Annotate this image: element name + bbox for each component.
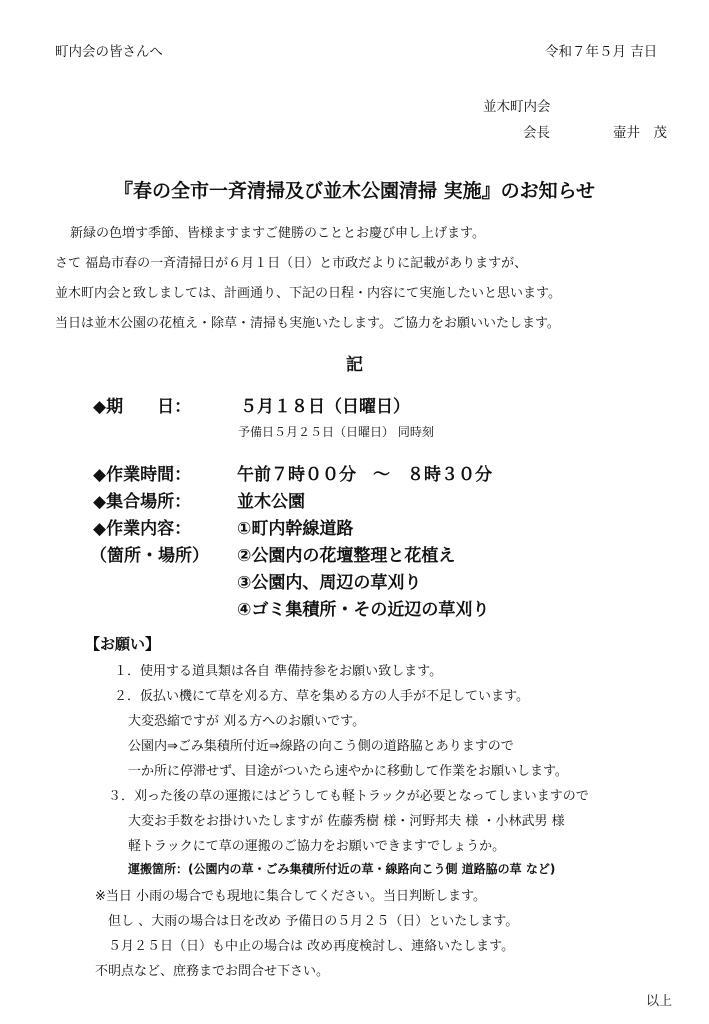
request-line: 一か所に停滞せず、目途がついたら速やかに移動して作業をお願いします。 [128, 764, 568, 779]
president-role: 会長 [523, 125, 550, 141]
note-line: 但し 、大雨の場合は日を改め 予備日の５月２５（日）といたします。 [108, 914, 519, 929]
transport-location: 運搬箇所：(公園内の草・ごみ集積所付近の草・線路向こう側 道路脇の草 など) [128, 862, 556, 876]
request-line: 大変恐縮ですが 刈る方へのお願いです。 [128, 714, 366, 729]
time-value: 午前７時００分 ～ ８時３０分 [237, 465, 492, 485]
request-line: ２．仮払い機にて草を刈る方、草を集める方の人手が不足しています。 [114, 689, 529, 704]
intro-line: 並木町内会と致しましては、計画通り、下記の日程・内容にて実施したいと思います。 [55, 286, 561, 301]
document-date: 令和７年５月 吉日 [545, 44, 658, 60]
work-sub-label: （箇所・場所） [90, 546, 209, 566]
time-label: ◆作業時間： [93, 465, 192, 485]
work-item: ④ゴミ集積所・その近辺の草刈り [237, 600, 490, 620]
request-line: 公園内⇒ごみ集積所付近⇒線路の向こう側の道路脇とありますので [128, 739, 514, 754]
intro-line: 新緑の色増す季節、皆様ますますご健勝のこととお慶び申し上げます。 [70, 226, 485, 241]
reserve-date: 予備日５月２５日（日曜日） 同時刻 [238, 425, 434, 439]
intro-line: 当日は並木公園の花植え・除草・清掃も実施いたします。ご協力をお願いいたします。 [55, 316, 560, 331]
work-item: ③公園内、周辺の草刈り [237, 573, 422, 593]
work-item: ②公園内の花壇整理と花植え [237, 546, 456, 566]
request-line: ３．刈った後の草の運搬にはどうしても軽トラックが必要となってしまいますので [108, 789, 589, 804]
ki-heading: 記 [346, 355, 363, 375]
work-label: ◆作業内容： [93, 519, 192, 539]
place-value: 並木公園 [237, 492, 305, 512]
closing-text: 以上 [646, 994, 673, 1009]
organization-name: 並木町内会 [483, 99, 551, 115]
intro-line: さて 福島市春の一斉清掃日が６月１日（日）と市政だよりに記載がありますが、 [55, 256, 528, 271]
request-line: 軽トラックにて草の運搬のご協力をお願いできますでしょうか。 [128, 839, 506, 854]
page-title: 『春の全市一斉清掃及び並木公園清掃 実施』のお知らせ [113, 180, 596, 202]
work-item: ①町内幹線道路 [237, 519, 354, 539]
president-name: 壷井 茂 [613, 125, 667, 141]
requests-heading: 【お願い】 [85, 635, 161, 653]
date-value: ５月１８日（日曜日） [240, 397, 410, 417]
place-label: ◆集合場所： [93, 492, 192, 512]
request-line: 大変お手数をお掛けいたしますが 佐藤秀樹 様・河野邦夫 様 ・小林武男 様 [128, 814, 565, 829]
addressee: 町内会の皆さんへ [55, 44, 163, 60]
date-label: ◆期 日： [93, 397, 192, 417]
note-line: ５月２５日（日）も中止の場合は 改め再度検討し、連絡いたします。 [108, 939, 515, 954]
note-line: 不明点など、庶務までお問合せ下さい。 [95, 964, 330, 979]
note-line: ※当日 小雨の場合でも現地に集合してください。当日判断します。 [95, 889, 486, 904]
request-line: １．使用する道具類は各自 準備持参をお願い致します。 [114, 664, 443, 679]
